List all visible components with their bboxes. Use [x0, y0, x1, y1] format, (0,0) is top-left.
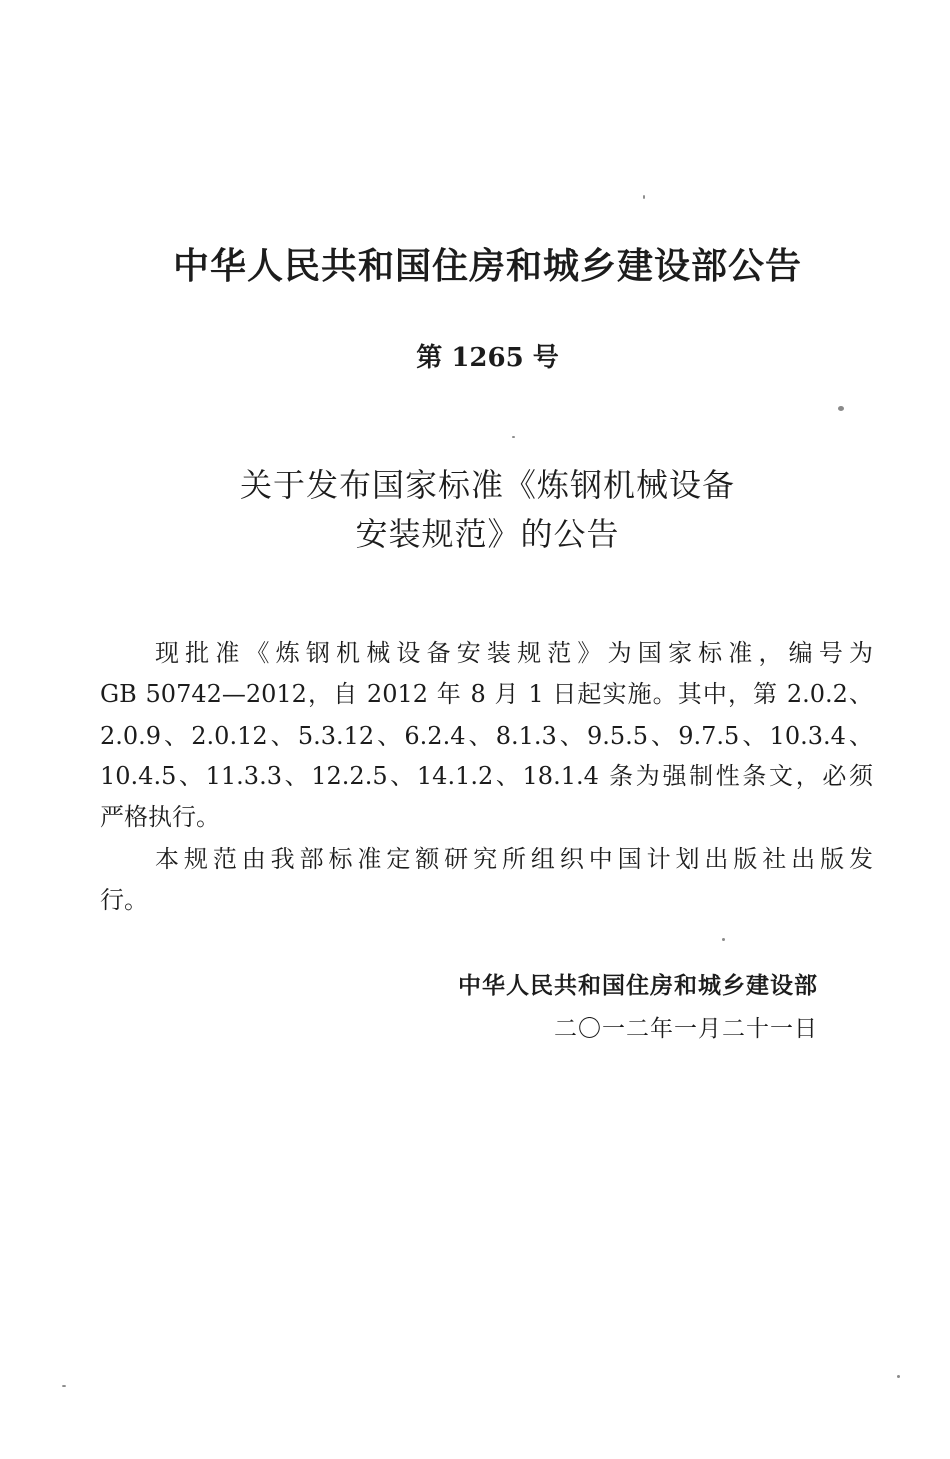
paragraph-1-line-1: 现批准《炼钢机械设备安装规范》为国家标准，编号为 — [155, 639, 873, 667]
paragraph-2-line-2: 行。 — [100, 886, 148, 914]
scan-speck — [62, 1385, 66, 1387]
paragraph-1-line-2: GB 50742—2012，自 2012 年 8 月 1 日起实施。其中，第 2.0.2、 — [100, 680, 873, 708]
paragraph-2-line-1: 本规范由我部标准定额研究所组织中国计划出版社出版发 — [155, 845, 873, 873]
scan-speck — [643, 195, 645, 199]
signing-organization: 中华人民共和国住房和城乡建设部 — [458, 973, 818, 999]
paragraph-1-line-4: 10.4.5、11.3.3、12.2.5、14.1.2、18.1.4 条为强制性条文，必须 — [100, 762, 873, 790]
scan-speck — [512, 436, 515, 438]
announcement-number: 第 1265 号 — [416, 343, 559, 373]
signing-date: 二〇一二年一月二十一日 — [554, 1016, 818, 1042]
scan-speck — [897, 1375, 900, 1378]
scan-speck — [722, 938, 725, 941]
paragraph-1-line-3: 2.0.9、2.0.12、5.3.12、6.2.4、8.1.3、9.5.5、9.7.5、10.3.4、 — [100, 722, 873, 750]
announcement-subtitle-line2: 安装规范》的公告 — [355, 515, 620, 553]
announcement-heading: 中华人民共和国住房和城乡建设部公告 — [172, 246, 802, 287]
paragraph-1-line-5: 严格执行。 — [100, 803, 220, 831]
announcement-subtitle-line1: 关于发布国家标准《炼钢机械设备 — [239, 466, 735, 504]
scan-speck — [838, 406, 844, 411]
